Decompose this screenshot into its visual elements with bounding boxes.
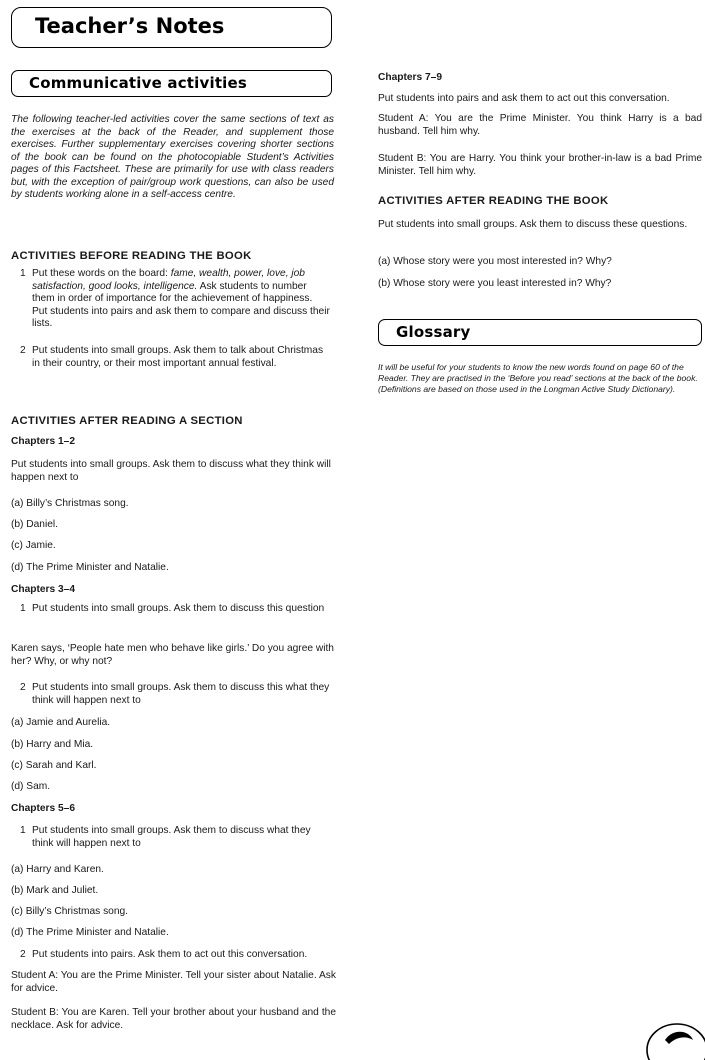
- chapters-3-4-heading: Chapters 3–4: [11, 584, 75, 595]
- intro-paragraph: The following teacher-led activities cover the same sections of text as the exercises at the back of the Reader, and supplement those exercises. Further supplementary exercises covering shorter sections of the book can be found on the photocopiable Student’s Activities pages of this Factsheet. These are primarily for use with class readers but, with the exception of pair/group work questions, can also be used by students working alone in a self-access centre.: [11, 114, 334, 200]
- list-number: 2: [20, 949, 26, 960]
- list-item: (a) Jamie and Aurelia.: [11, 717, 111, 728]
- before-activity-1: [32, 268, 330, 331]
- list-item: (b) Daniel.: [11, 519, 58, 530]
- chapters-3-4-activity-2: Put students into small groups. Ask them to discuss this what they think will happen next to: [32, 682, 330, 706]
- publisher-logo-icon: [643, 1020, 705, 1060]
- chapters-1-2-text: Put students into small groups. Ask them to discuss what they think will happen next to: [11, 459, 331, 483]
- communicative-activities-box: [11, 70, 332, 97]
- list-item: (d) The Prime Minister and Natalie.: [11, 927, 169, 938]
- after-section-heading: ACTIVITIES AFTER READING A SECTION: [11, 415, 243, 427]
- list-item: (d) The Prime Minister and Natalie.: [11, 562, 169, 573]
- chapters-7-9-student-b: Student B: You are Harry. You think your brother-in-law is a bad Prime Minister. Tell him why.: [378, 153, 702, 177]
- before-activity-2: Put students into small groups. Ask them to talk about Christmas in their country, or their most important annual festival.: [32, 345, 324, 369]
- before-activity-1-words: fame, wealth, power, love, job satisfaction, good looks, intelligence.: [32, 268, 305, 292]
- after-book-heading: ACTIVITIES AFTER READING THE BOOK: [378, 195, 609, 207]
- list-number: 1: [20, 603, 26, 614]
- list-item: (b) Mark and Juliet.: [11, 885, 99, 896]
- list-item: (a) Whose story were you most interested in? Why?: [378, 256, 612, 267]
- list-item: (c) Jamie.: [11, 540, 56, 551]
- list-number: 2: [20, 345, 26, 356]
- list-item: (a) Harry and Karen.: [11, 864, 104, 875]
- communicative-activities-title: Communicative activities: [29, 74, 248, 92]
- page-title-box: [11, 7, 332, 48]
- list-item: (a) Billy’s Christmas song.: [11, 498, 129, 509]
- list-item: (b) Harry and Mia.: [11, 739, 94, 750]
- glossary-title: Glossary: [396, 323, 471, 341]
- before-activity-1-rest: Ask students to number them in order of importance for the achievement of happiness. Put students into pairs and ask them to compare and discuss their lists.: [32, 280, 330, 329]
- chapters-1-2-heading: Chapters 1–2: [11, 436, 75, 447]
- list-number: 1: [20, 268, 26, 279]
- after-book-text: Put students into small groups. Ask them to discuss these questions.: [378, 219, 688, 230]
- glossary-box: [378, 319, 702, 346]
- chapters-7-9-heading: Chapters 7–9: [378, 72, 442, 83]
- chapters-5-6-activity-1: Put students into small groups. Ask them to discuss what they think will happen next to: [32, 825, 311, 849]
- before-reading-heading: ACTIVITIES BEFORE READING THE BOOK: [11, 250, 252, 262]
- list-item: (d) Sam.: [11, 781, 51, 792]
- list-number: 1: [20, 825, 26, 836]
- chapters-5-6-student-b: Student B: You are Karen. Tell your brother about your husband and the necklace. Ask for advice.: [11, 1007, 336, 1031]
- list-item: (c) Billy’s Christmas song.: [11, 906, 128, 917]
- before-activity-1-intro: Put these words on the board:: [32, 268, 171, 279]
- chapters-7-9-text: Put students into pairs and ask them to act out this conversation.: [378, 93, 670, 104]
- glossary-text: It will be useful for your students to know the new words found on page 60 of the Reader. They are practised in the ‘Before you read’ sections at the back of the book. (Definitions are based on those used in the Longman Active Study Dictionary).: [378, 362, 698, 394]
- list-item: (b) Whose story were you least interested in? Why?: [378, 278, 612, 289]
- page-title: Teacher’s Notes: [35, 14, 225, 38]
- chapters-3-4-activity-1: Put students into small groups. Ask them to discuss this question: [32, 603, 325, 614]
- chapters-5-6-heading: Chapters 5–6: [11, 803, 75, 814]
- list-number: 2: [20, 682, 26, 693]
- chapters-5-6-student-a: Student A: You are the Prime Minister. Tell your sister about Natalie. Ask for advice.: [11, 970, 336, 994]
- list-item: (c) Sarah and Karl.: [11, 760, 97, 771]
- chapters-5-6-activity-2: Put students into pairs. Ask them to act out this conversation.: [32, 949, 308, 960]
- karen-quote-question: Karen says, ‘People hate men who behave like girls.’ Do you agree with her? Why, or why not?: [11, 643, 334, 667]
- chapters-7-9-student-a: Student A: You are the Prime Minister. You think Harry is a bad husband. Tell him why.: [378, 113, 702, 137]
